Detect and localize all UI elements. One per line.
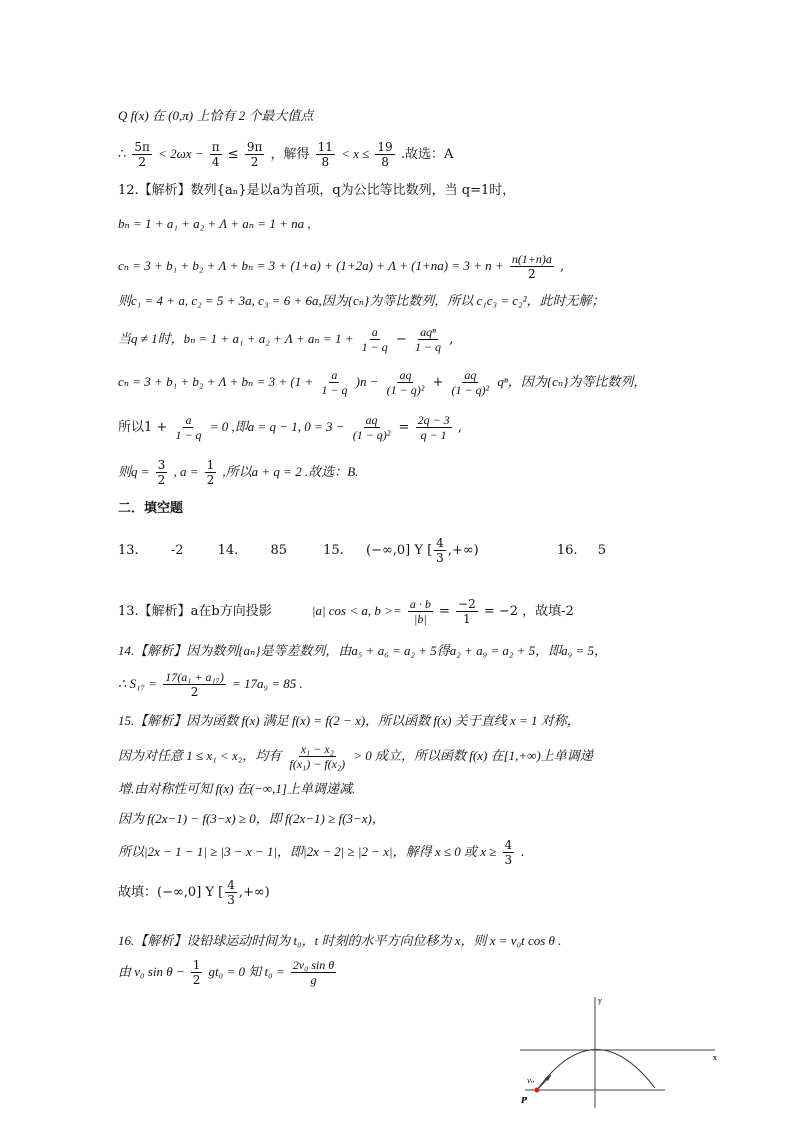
fraction: $\frac{a}{1 - q}$ xyxy=(175,413,202,442)
fraction: $\frac{\text{17(a₁ + a₁₇)}}{2}$ xyxy=(165,670,224,699)
solution-14-sum: ∴ S₁₇ = $\frac{\text{17(a₁ + a₁₇)}}{2}$ = 17a₉ = 85 . xyxy=(118,670,303,699)
solution-12-cn-general: cₙ = 3 + b₁ + b₂ + Λ + bₙ = 3 + (1 + $\frac{a}{1 - q}$ )n − $\frac{aq}{\text{(1 − q)²}}$ + $\frac{aq}{\text{(1 − q)²}}$ qⁿ，因为{cₙ}为等比数列， xyxy=(118,368,647,397)
fraction: $\frac{a}{1 - q}$ xyxy=(361,325,388,354)
fraction: $\frac{5\pi}{2}$ xyxy=(134,140,150,169)
solution-16-time: 由 v₀ sin θ − $\frac{1}{2}$ gt₀ = 0 知 t₀ = $\frac{\text{2v₀ sin θ}}{g}$ xyxy=(118,958,335,987)
answers-row: 13. -2 14. 85 15. (−∞,0] Y [ $\frac{4}{3}$ ,+∞) 16. 5 xyxy=(118,536,606,565)
fraction: $\frac{-2}{1}$ xyxy=(458,597,476,626)
section-heading-fill-in: 二．填空题 xyxy=(118,501,184,516)
point-label: P xyxy=(521,1095,528,1105)
solution-12-result: 则q = $\frac{3}{2}$ , a = $\frac{1}{2}$ ,所以a + q = 2 .故选：B. xyxy=(118,458,359,487)
fraction: $\frac{\text{aqⁿ}}{1 - q}$ xyxy=(414,325,442,354)
fraction: $\frac{\pi}{4}$ xyxy=(211,140,220,169)
fraction: $\frac{a}{1 - q}$ xyxy=(321,368,348,397)
launch-point xyxy=(535,1088,540,1093)
solution-15: 15.【解析】因为函数 f(x) 满足 f(x) = f(2 − x)，所以函数 f(x) 关于直线 x = 1 对称， xyxy=(118,713,580,728)
x-axis-label: x xyxy=(713,1054,717,1062)
fraction: $\frac{3}{2}$ xyxy=(157,458,166,487)
solution-15-monotonic: 因为对任意 1 ≤ x₁ < x₂，均有 $\frac{\text{x₁ − x₂}}{\text{f(x₁) − f(x₂)}}$ > 0 成立，所以函数 f(x) 在[1,+∞)上单调递 xyxy=(118,742,593,771)
solution-12-heading: 12.【解析】数列{aₙ}是以a为首项，q为公比等比数列，当 q=1时， xyxy=(118,183,516,198)
fraction: $\frac{a \cdot b}{|b|}$ xyxy=(409,597,431,626)
velocity-label: v₀ xyxy=(527,1077,534,1085)
solution-13: 13.【解析】a在b方向投影 |a| cos < a, b >= $\frac{a \cdot b}{|b|}$ = $\frac{-2}{1}$ = −2 ，故填-2 xyxy=(118,597,574,626)
fraction: $\frac{19}{8}$ xyxy=(377,140,393,169)
solution-14: 14.【解析】因为数列{aₙ}是等差数列，由a₅ + a₆ = a₂ + 5得a₂ + a₉ = a₂ + 5，即a₉ = 5， xyxy=(118,643,607,658)
y-axis-label: y xyxy=(598,997,602,1005)
fraction: $\frac{\text{x₁ − x₂}}{\text{f(x₁) − f(x₂)}}$ xyxy=(289,742,346,771)
solution-12-q-neq-1: 当q ≠ 1时，bₙ = 1 + a₁ + a₂ + Λ + aₙ = 1 + $\frac{a}{1 - q}$ − $\frac{\text{aqⁿ}}{1 - q}$ , xyxy=(118,325,454,354)
solution-12-c123: 则c₁ = 4 + a, c₂ = 5 + 3a, c₃ = 6 + 6a,因为{cₙ}为等比数列，所以 c₁c₃ = c₂²，此时无解； xyxy=(118,293,605,308)
trajectory-curve xyxy=(537,1049,655,1090)
solution-line-1: Q f(x) 在 (0,π) 上恰有 2 个最大值点 xyxy=(118,108,314,123)
solution-12-conditions: 所以1 + $\frac{a}{1 - q}$ = 0 ,即a = q − 1, 0 = 3 − $\frac{aq}{\text{(1 − q)²}}$ = $\frac{2q - 3}{q - 1}$ , xyxy=(118,413,462,442)
fraction: $\frac{aq}{\text{(1 − q)²}}$ xyxy=(352,413,391,442)
solution-15-solve: 所以|2x − 1 − 1| ≥ |3 − x − 1|，即|2x − 2| ≥ |2 − x|，解得 x ≤ 0 或 x ≥ $\frac{4}{3}$ . xyxy=(118,838,525,867)
fraction: $\frac{aq}{\text{(1 − q)²}}$ xyxy=(386,368,425,397)
solution-12-cn: cₙ = 3 + b₁ + b₂ + Λ + bₙ = 3 + (1+a) + (1+2a) + Λ + (1+na) = 3 + n + $\frac{n(1+n)a}{2}$ , xyxy=(118,252,565,281)
solution-16: 16.【解析】设铅球运动时间为 t₀，t 时刻的水平方向位移为 x，则 x = v₀t cos θ . xyxy=(118,933,562,948)
fraction: $\frac{2q - 3}{q - 1}$ xyxy=(417,413,450,442)
solution-12-bn: bₙ = 1 + a₁ + a₂ + Λ + aₙ = 1 + na , xyxy=(118,216,311,231)
solution-15-inequality: 因为 f(2x−1) − f(3−x) ≥ 0，即 f(2x−1) ≥ f(3−x)， xyxy=(118,811,385,826)
fraction: $\frac{9\pi}{2}$ xyxy=(246,140,263,169)
fraction: $\frac{11}{8}$ xyxy=(317,140,333,169)
fraction: $\frac{n(1+n)a}{2}$ xyxy=(511,252,552,281)
fraction: $\frac{4}{3}$ xyxy=(227,878,235,907)
fraction: $\frac{4}{3}$ xyxy=(504,838,513,867)
trajectory-figure xyxy=(515,995,725,1110)
solution-line-2: ∴ $\frac{5\pi}{2}$ < 2ωx − $\frac{\pi}{4}$ ≤ $\frac{9\pi}{2}$ ，解得 $\frac{11}{8}$ < x ≤ $\frac{19}{8}$ .故选：A xyxy=(118,140,454,169)
fraction: $\frac{aq}{\text{(1 − q)²}}$ xyxy=(451,368,490,397)
fraction: $\frac{\text{2v₀ sin θ}}{g}$ xyxy=(292,958,335,987)
solution-15-answer: 故填：(−∞,0] Y [ $\frac{4}{3}$ ,+∞) xyxy=(118,878,270,907)
fraction: $\frac{1}{2}$ xyxy=(192,958,201,987)
fraction: $\frac{4}{3}$ xyxy=(436,536,444,565)
solution-15-decrease: 增.由对称性可知 f(x) 在(−∞,1]上单调递减. xyxy=(118,781,356,796)
fraction: $\frac{1}{2}$ xyxy=(206,458,215,487)
